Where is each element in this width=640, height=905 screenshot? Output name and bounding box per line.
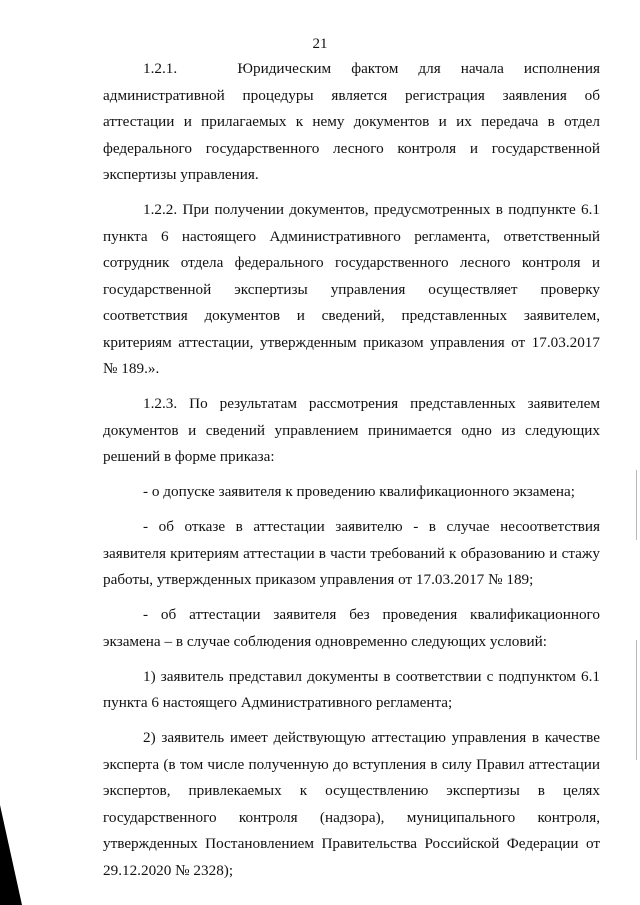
- list-item-admission: - о допуске заявителя к проведению квалификационного экзамена;: [143, 483, 575, 500]
- condition-item-2: 2) заявитель имеет действующую аттестацию управления в качестве эксперта (в том числе полученную до вступления в силу Правил аттестации экспертов, привлекаемых к осуществлению экспертизы в целях государственного контроля (надзора), муниципального контроля, утвержденных Постановлением Правительства Российской Федерации от 29.12.2020 № 2328);: [103, 729, 600, 879]
- document-body: [103, 56, 600, 884]
- list-item-attestation-without-exam: - об аттестации заявителя без проведения квалификационного экзамена – в случае соблюдения одновременно следующих условий:: [103, 606, 600, 650]
- scan-edge-mark: [636, 640, 637, 760]
- list-item-refusal: - об отказе в аттестации заявителю - в случае несоответствия заявителя критериям аттестации в части требований к образованию и стажу работы, утвержденных приказом управления от 17.03.2017 № 189;: [103, 518, 600, 588]
- condition-item-1: 1) заявитель представил документы в соответствии с подпунктом 6.1 пункта 6 настоящего Административного регламента;: [103, 667, 600, 711]
- paragraph-1-2-3: 1.2.3. По результатам рассмотрения представленных заявителем документов и сведений управлением принимается одно из следующих решений в форме приказа:: [103, 395, 600, 465]
- scan-shadow-corner: [0, 805, 22, 905]
- scan-edge-mark: [636, 470, 637, 540]
- page-number: 21: [312, 36, 328, 52]
- paragraph-1-2-2: 1.2.2. При получении документов, предусмотренных в подпункте 6.1 пункта 6 настоящего Административного регламента, ответственный сотрудник отдела федерального государственного лесного контроля и государственной экспертизы управления осуществляет проверку соответствия документов и сведений, представленных заявителем, критериям аттестации, утвержденным приказом управления от 17.03.2017 № 189.».: [103, 201, 600, 377]
- paragraph-1-2-1: 1.2.1. Юридическим фактом для начала исполнения административной процедуры является регистрация заявления об аттестации и прилагаемых к нему документов и их передача в отдел федерального государственного лесного контроля и государственной экспертизы управления.: [103, 60, 600, 183]
